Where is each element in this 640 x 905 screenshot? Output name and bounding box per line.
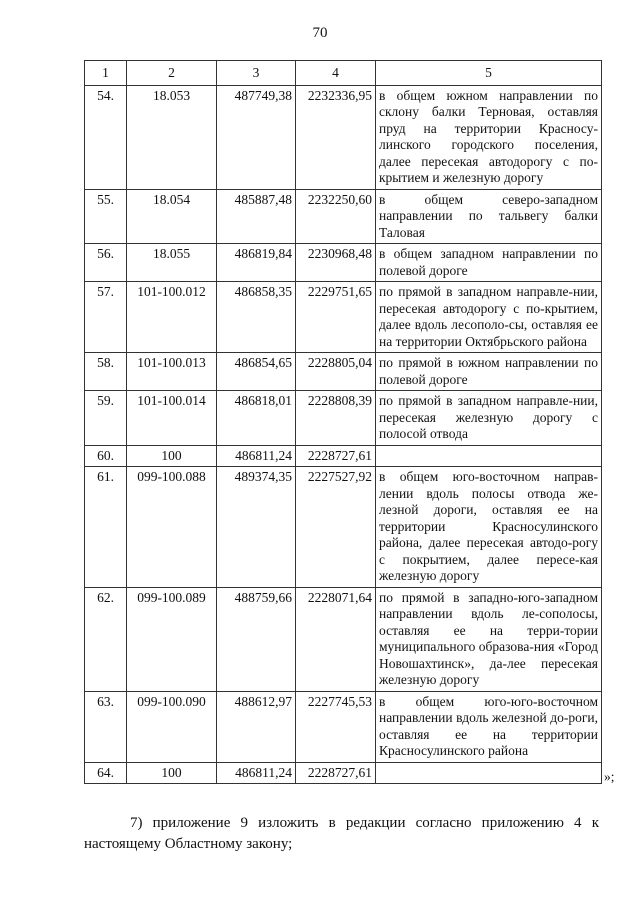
point-code: 18.053 [127,85,217,189]
table-row [85,467,602,588]
coordinate-y: 2228727,61 [296,762,376,784]
row-number: 54. [85,85,127,189]
boundary-description [376,445,602,467]
page-number: 70 [312,25,328,41]
boundary-description: по прямой в западном направле-нии, пересекая железную дорогу с полосой отвода [376,391,602,446]
point-code: 101-100.012 [127,282,217,353]
table-row [85,587,602,691]
point-code: 100 [127,445,217,467]
table-row [85,282,602,353]
boundary-description: в общем южном направлении по склону балки Терновая, оставляя пруд на территории Красносу-линского городского поселения, далее пересекая автодорогу с по-крытием и железную дорогу [376,85,602,189]
coordinate-y: 2228727,61 [296,445,376,467]
point-code: 101-100.013 [127,353,217,391]
amendment-paragraph: 7) приложение 9 изложить в редакции согласно приложению 4 к настоящему Областному закону; [84,815,599,852]
row-number: 64. [85,762,127,784]
point-code: 18.054 [127,189,217,244]
closing-quote: »; [604,769,615,784]
boundary-description: в общем западном направлении по полевой дороге [376,244,602,282]
row-number: 56. [85,244,127,282]
point-code: 18.055 [127,244,217,282]
coordinate-y: 2232336,95 [296,85,376,189]
coordinate-x: 489374,35 [217,467,296,588]
point-code: 101-100.014 [127,391,217,446]
table-row [85,353,602,391]
coordinate-x: 486854,65 [217,353,296,391]
point-code: 099-100.088 [127,467,217,588]
boundary-description: в общем юго-восточном направ-лении вдоль полосы отвода же-лезной дороги, оставляя ее на территории Красносулинского района, далее пересекая автодо-рогу с покрытием, далее пересе-кая железную дорогу [376,467,602,588]
coordinate-x: 486811,24 [217,445,296,467]
coordinate-x: 486819,84 [217,244,296,282]
coordinate-y: 2228808,39 [296,391,376,446]
point-code: 100 [127,762,217,784]
row-number: 62. [85,587,127,691]
table-row [85,445,602,467]
coordinate-x: 488759,66 [217,587,296,691]
coordinate-y: 2229751,65 [296,282,376,353]
point-code: 099-100.090 [127,691,217,762]
coordinate-y: 2228071,64 [296,587,376,691]
table-row [85,85,602,189]
coordinate-x: 488612,97 [217,691,296,762]
coordinate-x: 485887,48 [217,189,296,244]
row-number: 61. [85,467,127,588]
column-header: 5 [376,61,602,86]
coordinate-y: 2232250,60 [296,189,376,244]
table-row [85,762,602,784]
row-number: 60. [85,445,127,467]
boundary-description: по прямой в южном направлении по полевой дороге [376,353,602,391]
coordinate-x: 486818,01 [217,391,296,446]
column-header: 4 [296,61,376,86]
table-row [85,391,602,446]
row-number: 59. [85,391,127,446]
coordinate-y: 2227745,53 [296,691,376,762]
boundary-description: по прямой в западном направле-нии, пересекая автодорогу с по-крытием, далее вдоль лесополо-сы, оставляя ее на территории Октябрьского района [376,282,602,353]
point-code: 099-100.089 [127,587,217,691]
coordinate-y: 2227527,92 [296,467,376,588]
column-header: 3 [217,61,296,86]
coordinate-y: 2228805,04 [296,353,376,391]
row-number: 58. [85,353,127,391]
boundary-table [84,60,602,784]
boundary-description [376,762,602,784]
table-header-row [85,61,602,86]
row-number: 57. [85,282,127,353]
coordinate-x: 486811,24 [217,762,296,784]
row-number: 55. [85,189,127,244]
coordinate-x: 487749,38 [217,85,296,189]
coordinate-y: 2230968,48 [296,244,376,282]
boundary-description: по прямой в западно-юго-западном направлении вдоль ле-сополосы, оставляя ее на терри-тории муниципального образова-ния «Город Новошахтинск», да-лее пересекая железную дорогу [376,587,602,691]
row-number: 63. [85,691,127,762]
boundary-description: в общем северо-западном направлении по тальвегу балки Таловая [376,189,602,244]
table-row [85,244,602,282]
column-header: 2 [127,61,217,86]
boundary-description: в общем юго-юго-восточном направлении вдоль железной до-роги, оставляя ее на территории Красносулинского района [376,691,602,762]
coordinate-x: 486858,35 [217,282,296,353]
table-row [85,691,602,762]
table-row [85,189,602,244]
column-header: 1 [85,61,127,86]
